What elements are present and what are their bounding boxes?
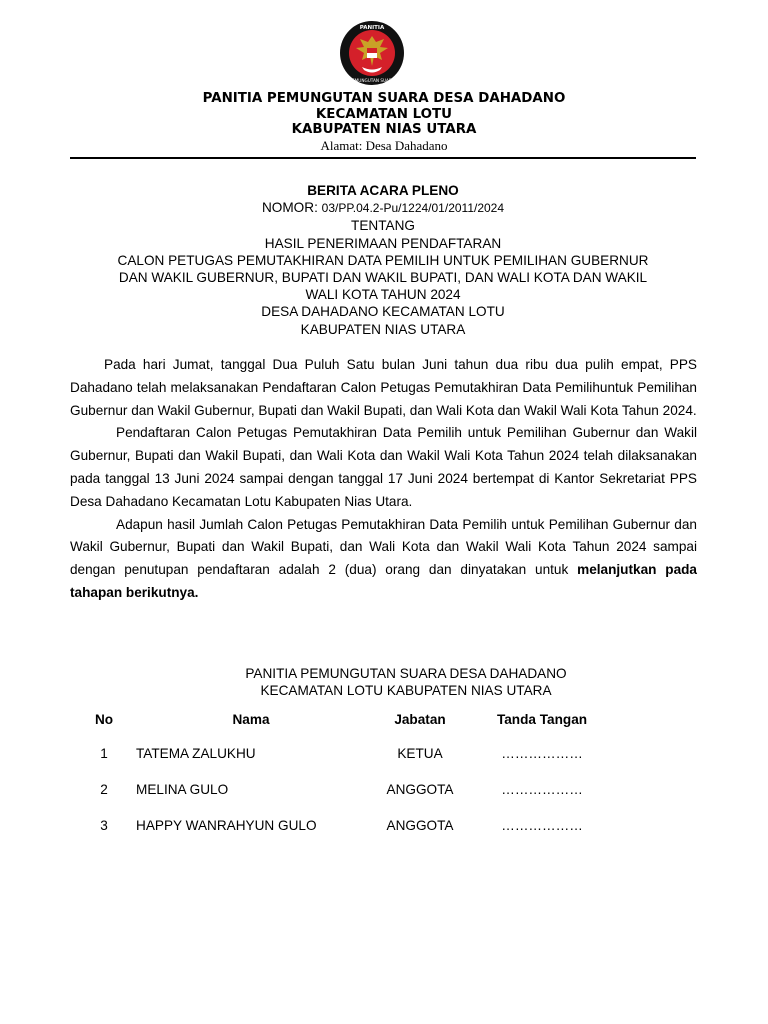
body-paragraph-2: Pendaftaran Calon Petugas Pemutakhiran Data Pemilih untuk Pemilihan Gubernur dan Wakil Gubernur, Bupati dan Wakil Bupati, dan Wali Kota dan Wakil Wali Kota Tahun 2024 telah dilaksanakan pada tanggal 13 Juni 2024 sampai dengan tanggal 17 Juni 2024 bertempat di Kantor Sekretariat PPS Desa Dahadano Kecamatan Lotu Kabupaten Nias Utara.: [70, 425, 697, 509]
committee-heading: [180, 665, 632, 699]
nomor-value: 03/PP.04.2-Pu/1224/01/2011/2024: [321, 201, 505, 216]
row-no: 3: [100, 817, 108, 833]
letterhead-district: KECAMATAN LOTU: [315, 107, 453, 122]
letterhead-address: Alamat: Desa Dahadano: [320, 138, 448, 153]
title-line: DESA DAHADANO KECAMATAN LOTU: [261, 304, 505, 320]
signature-table: [78, 703, 616, 843]
document-title-block: [70, 182, 696, 338]
kpu-logo-icon: [336, 20, 408, 86]
header-jabatan: Jabatan: [394, 711, 446, 727]
header-tanda-tangan: Tanda Tangan: [496, 711, 588, 727]
document-body: [70, 354, 697, 605]
body-paragraph-3: [70, 514, 697, 605]
row-jabatan: ANGGOTA: [386, 817, 454, 833]
row-signature-line: ………………: [501, 817, 583, 833]
table-row: [78, 735, 616, 771]
letterhead-regency: KABUPATEN NIAS UTARA: [291, 122, 477, 137]
body-paragraph-1: Pada hari Jumat, tanggal Dua Puluh Satu bulan Juni tahun dua ribu dua pulih empat, PPS Dahadano telah melaksanakan Pendaftaran Calon Petugas Pemutakhiran Data Pemilihuntuk Pemilihan Gubernur dan Wakil Gubernur, Bupati dan Wakil Bupati, dan Wali Kota dan Wakil Wali Kota Tahun 2024.: [70, 357, 697, 418]
title-line: HASIL PENERIMAAN PENDAFTARAN: [264, 235, 502, 251]
title-line: CALON PETUGAS PEMUTAKHIRAN DATA PEMILIH UNTUK PEMILIHAN GUBERNUR: [117, 252, 649, 268]
table-row: [78, 771, 616, 807]
row-no: 1: [100, 745, 108, 761]
paragraph-3-text: Adapun hasil Jumlah Calon Petugas Pemutakhiran Data Pemilih untuk Pemilihan Gubernur dan Wakil Gubernur, Bupati dan Wakil Bupati, dan Wali Kota dan Wakil Wali Kota Tahun 2024 sampai dengan penutupan pendaftaran adalah 2 (dua) orang dan dinyatakan untuk: [70, 516, 697, 578]
document-heading: BERITA ACARA PLENO: [307, 183, 459, 198]
title-line: WALI KOTA TAHUN 2024: [305, 287, 461, 303]
header-nama: Nama: [232, 711, 270, 727]
header-no: No: [94, 711, 114, 727]
letterhead-divider: [70, 157, 696, 159]
row-jabatan: KETUA: [397, 745, 443, 761]
tentang-label: TENTANG: [351, 218, 415, 234]
row-signature-line: ………………: [501, 781, 583, 797]
nomor-label: NOMOR:: [261, 200, 322, 216]
letterhead-org-name: PANITIA PEMUNGUTAN SUARA DESA DAHADANO: [202, 91, 566, 106]
committee-line-1: PANITIA PEMUNGUTAN SUARA DESA DAHADANO: [245, 666, 567, 681]
svg-text:PEMUNGUTAN SUARA: PEMUNGUTAN SUARA: [349, 78, 395, 83]
title-line: KABUPATEN NIAS UTARA: [300, 321, 466, 337]
document-number: [70, 199, 696, 217]
svg-text:PANITIA: PANITIA: [359, 25, 385, 31]
committee-line-2: KECAMATAN LOTU KABUPATEN NIAS UTARA: [260, 683, 552, 698]
row-nama: TATEMA ZALUKHU: [136, 745, 256, 761]
row-jabatan: ANGGOTA: [386, 781, 454, 797]
table-row: [78, 807, 616, 843]
row-nama: MELINA GULO: [136, 781, 229, 797]
row-no: 2: [100, 781, 108, 797]
row-signature-line: ………………: [501, 745, 583, 761]
paragraph-3-bold-text: melanjutkan pada tahapan berikutnya.: [70, 562, 697, 600]
table-header-row: [78, 703, 616, 735]
title-line: DAN WAKIL GUBERNUR, BUPATI DAN WAKIL BUPATI, DAN WALI KOTA DAN WAKIL: [118, 270, 648, 286]
row-nama: HAPPY WANRAHYUN GULO: [136, 817, 317, 833]
